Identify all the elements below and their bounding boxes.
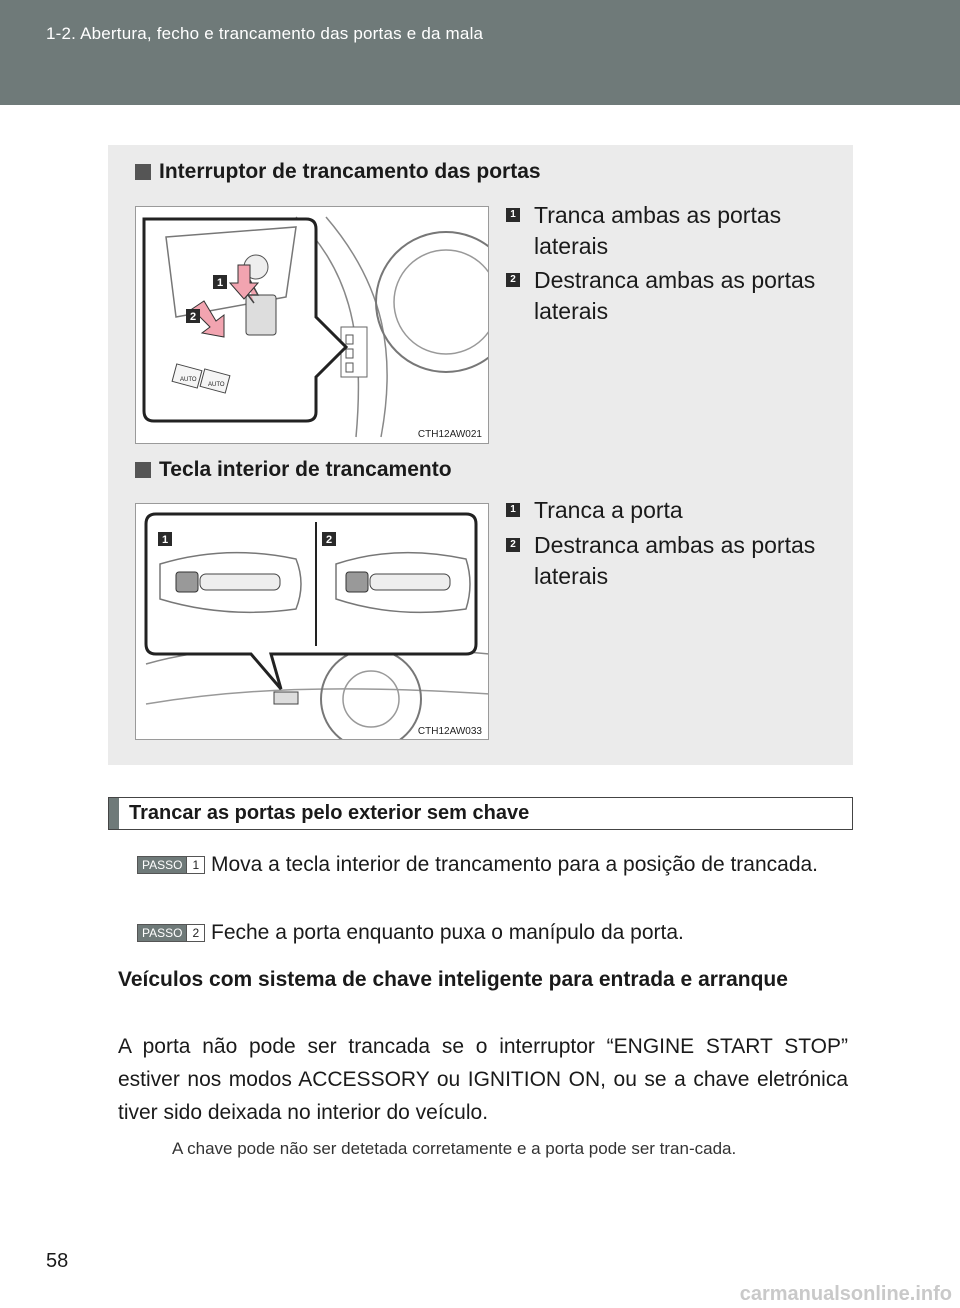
number-badge-icon: 1: [506, 208, 520, 222]
list-item: 1 Tranca ambas as portas laterais: [506, 200, 836, 262]
step-item: PASSO 1 Mova a tecla interior de trancamento para a posição de trancada.: [137, 850, 857, 880]
square-bullet-icon: [135, 164, 151, 180]
section-heading-interior-lock-key: Tecla interior de trancamento: [135, 458, 452, 482]
chapter-title: 1-2. Abertura, fecho e trancamento das portas e da mala: [46, 24, 484, 43]
number-badge-icon: 1: [506, 503, 520, 517]
step-item: PASSO 2 Feche a porta enquanto puxa o manípulo da porta.: [137, 918, 857, 948]
title-accent-bar: [109, 798, 119, 829]
svg-text:2: 2: [325, 534, 333, 546]
square-bullet-icon: [135, 462, 151, 478]
number-badge-icon: 2: [506, 538, 520, 552]
subheading: Veículos com sistema de chave inteligente para entrada e arranque: [118, 968, 788, 991]
body-paragraph: A porta não pode ser trancada se o interruptor “ENGINE START STOP” estiver nos modos ACCESSORY ou IGNITION ON, ou se a chave eletrónica tiver sido deixada no interior do veículo.: [118, 1035, 848, 1124]
list-item: 2 Destranca ambas as portas laterais: [506, 530, 836, 592]
page-header: [0, 0, 960, 105]
svg-text:1: 1: [161, 534, 169, 546]
svg-text:AUTO: AUTO: [208, 382, 225, 388]
svg-text:2: 2: [189, 311, 197, 323]
step-tag: PASSO 1: [137, 856, 205, 874]
note-text: A chave pode não ser detetada corretamente e a porta pode ser tran-cada.: [172, 1139, 737, 1158]
section-heading-door-lock-switch: Interruptor de trancamento das portas: [135, 160, 541, 184]
figure-code: CTH12AW033: [417, 726, 482, 737]
interior-lock-key-illustration: [136, 504, 489, 740]
watermark: carmanualsonline.info: [739, 1283, 952, 1305]
section-title-box: Trancar as portas pelo exterior sem chave: [108, 797, 853, 830]
door-lock-switch-illustration: [136, 207, 489, 444]
step-tag: PASSO 2: [137, 924, 205, 942]
svg-text:AUTO: AUTO: [180, 377, 197, 383]
door-lock-switch-figure: [135, 206, 489, 444]
list-item: 2 Destranca ambas as portas laterais: [506, 265, 836, 327]
page-number: 58: [46, 1250, 69, 1272]
number-badge-icon: 2: [506, 273, 520, 287]
svg-text:1: 1: [216, 277, 224, 289]
list-item: 1 Tranca a porta: [506, 495, 836, 526]
interior-lock-key-figure: [135, 503, 489, 740]
figure-code: CTH12AW021: [417, 429, 482, 440]
